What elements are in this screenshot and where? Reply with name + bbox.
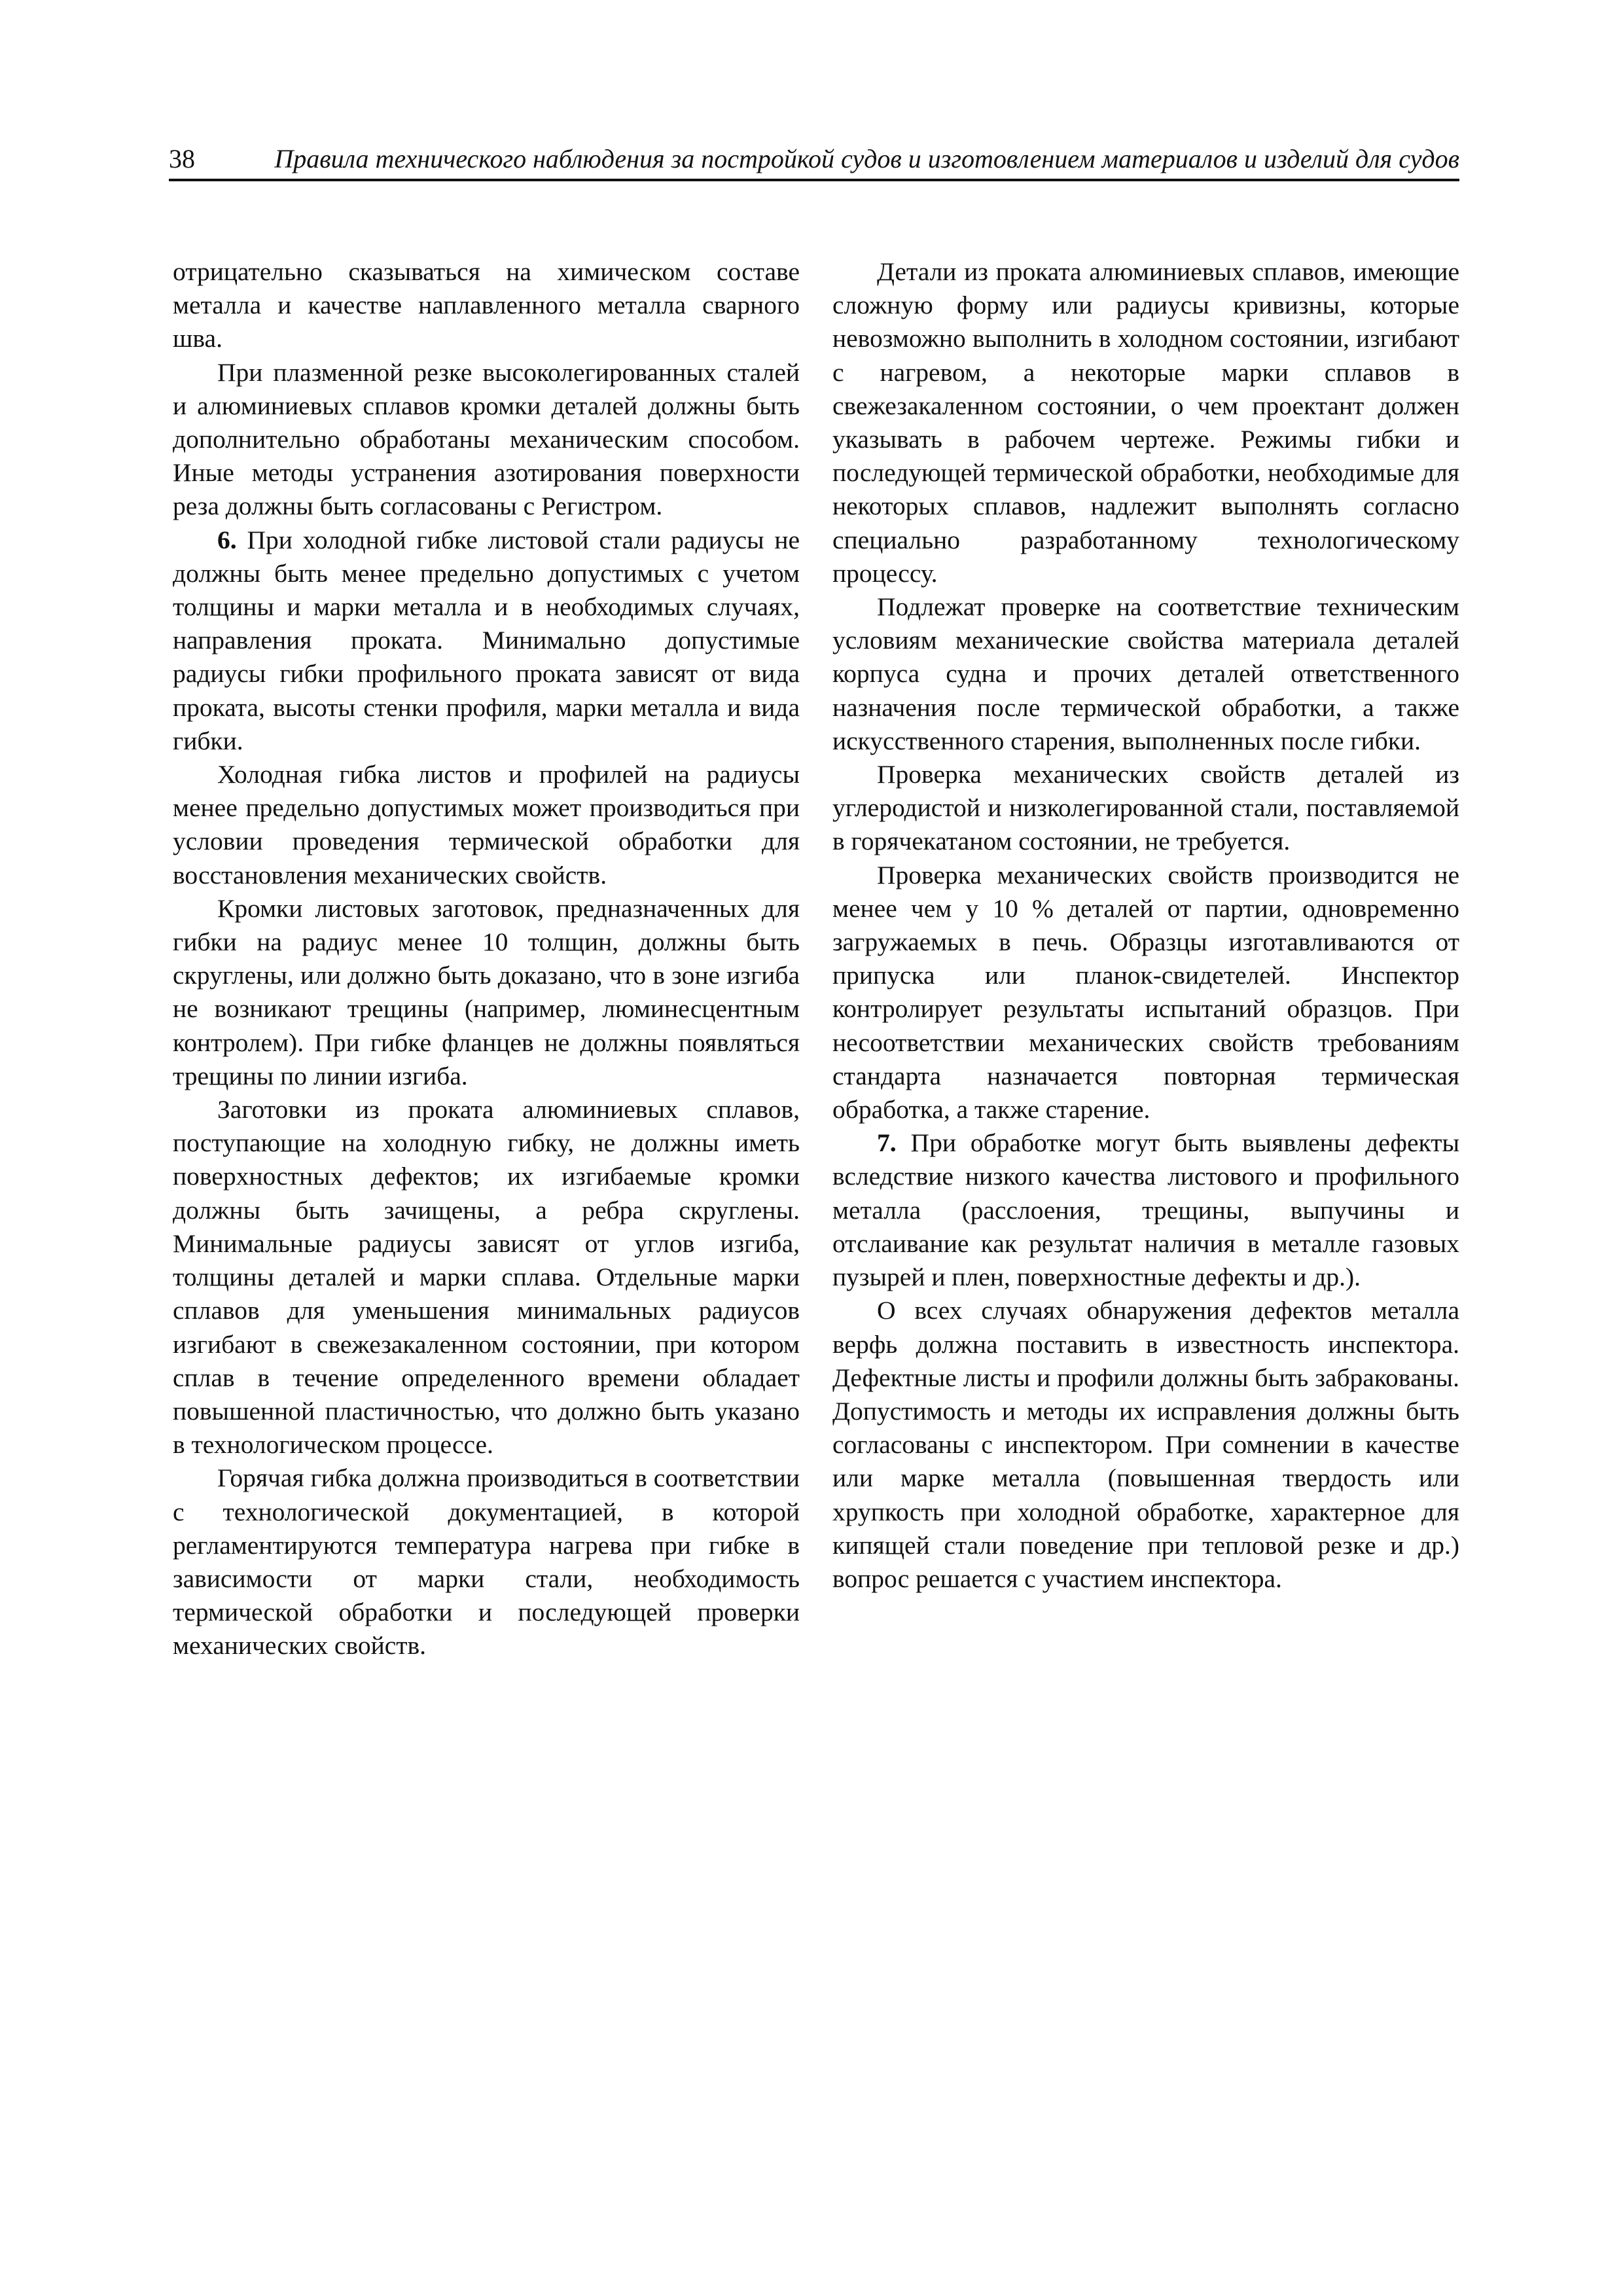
clause-number: 6. — [217, 525, 237, 554]
page-header — [169, 141, 1459, 181]
paragraph: Холодная гибка листов и профилей на радиусы менее предельно допустимых может производиться при условии проведения термической обработки для восстановления механических свойств. — [173, 760, 800, 889]
paragraph: Горячая гибка должна производиться в соответствии с технологической документацией, в которой регламентируются температура нагрева при гибке в зависимости от марки стали, необходимость термической обработки и последующей проверки механических свойств. — [173, 1463, 800, 1660]
running-title: Правила технического наблюдения за постройкой судов и изготовлением материалов и изделий для судов — [274, 144, 1459, 173]
paragraph: Детали из проката алюминиевых сплавов, имеющие сложную форму или радиусы кривизны, которые невозможно выполнить в холодном состоянии, изгибают с нагревом, а некоторые марки сплавов в свежезакаленном состоянии, о чем проектант должен указывать в рабочем чертеже. Режимы гибки и последующей термической обработки, необходимые для некоторых сплавов, надлежит выполнять согласно специально разработанному технологическому процессу. — [832, 257, 1459, 588]
paragraph: О всех случаях обнаружения дефектов металла верфь должна поставить в известность инспектора. Дефектные листы и профили должны быть забракованы. Допустимость и методы их исправления должны быть согласованы с инспектором. При сомнении в качестве или марке металла (повышенная твердость или хрупкость при холодной обработке, характерное для кипящей стали поведение при тепловой резке и др.) вопрос решается с участием инспектора. — [832, 1296, 1459, 1593]
paragraph-text: При холодной гибке листовой стали радиусы не должны быть менее предельно допустимых с учетом толщины и марки металла и в необходимых случаях, направления проката. Минимально допустимые радиусы гибки профильного проката зависят от вида проката, высоты стенки профиля, марки металла и вида гибки. — [173, 525, 800, 755]
paragraph: При плазменной резке высоколегированных сталей и алюминиевых сплавов кромки деталей должны быть дополнительно обработаны механическим способом. Иные методы устранения азотирования поверхности реза должны быть согласованы с Регистром. — [173, 357, 800, 521]
paragraph-text: При обработке могут быть выявлены дефекты вследствие низкого качества листового и профильного металла (расслоения, трещины, выпучины и отслаивание как результат наличия в металле газовых пузырей и плен, поверхностные дефекты и др.). — [832, 1128, 1459, 1292]
paragraph-numbered — [832, 1126, 1459, 1294]
left-column — [173, 255, 800, 1663]
paragraph-numbered — [173, 524, 800, 758]
right-column — [832, 255, 1459, 1596]
paragraph: Проверка механических свойств деталей из углеродистой и низколегированной стали, поставляемой в горячекатаном состоянии, не требуется. — [832, 760, 1459, 856]
paragraph: Проверка механических свойств производится не менее чем у 10 % деталей от партии, одновременно загружаемых в печь. Образцы изготавливаются от припуска или планок-свидетелей. Инспектор контролирует результаты испытаний образцов. При несоответствии механических свойств требованиям стандарта назначается повторная термическая обработка, а также старение. — [832, 860, 1459, 1124]
paragraph: Заготовки из проката алюминиевых сплавов, поступающие на холодную гибку, не должны иметь поверхностных дефектов; их изгибаемые кромки должны быть зачищены, а ребра скруглены. Минимальные радиусы зависят от углов изгиба, толщины деталей и марки сплава. Отдельные марки сплавов для уменьшения минимальных радиусов изгибают в свежезакаленном состоянии, при котором сплав в течение определенного времени обладает повышенной пластичностью, что должно быть указано в технологическом процессе. — [173, 1095, 800, 1460]
paragraph: отрицательно сказываться на химическом составе металла и качестве наплавленного металла сварного шва. — [173, 257, 800, 353]
clause-number: 7. — [877, 1128, 897, 1158]
paragraph: Кромки листовых заготовок, предназначенных для гибки на радиус менее 10 толщин, должны быть скруглены, или должно быть доказано, что в зоне изгиба не возникают трещины (например, люминесцентным контролем). При гибке фланцев не должны появляться трещины по линии изгиба. — [173, 893, 800, 1090]
page-number: 38 — [169, 144, 195, 173]
paragraph: Подлежат проверке на соответствие техническим условиям механические свойства материала деталей корпуса судна и прочих деталей ответственного назначения после термической обработки, а также искусственного старения, выполненных после гибки. — [832, 592, 1459, 755]
